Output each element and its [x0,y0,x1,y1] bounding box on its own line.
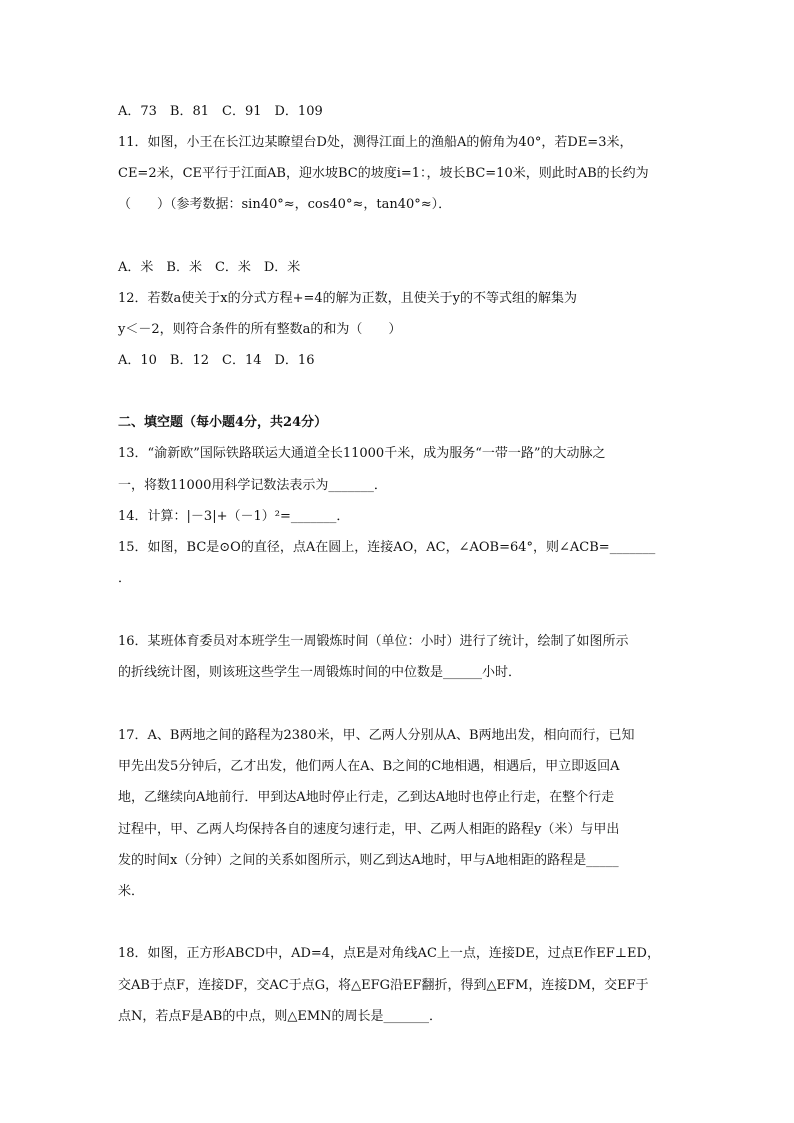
question-12-line-1: 12．若数a使关于x的分式方程+=4的解为正数，且使关于y的不等式组的解集为 [118,291,578,306]
question-13-line-2: 一，将数11000用科学记数法表示为_______． [118,478,387,493]
question-11-line-1: 11．如图，小王在长江边某瞭望台D处，测得江面上的渔船A的俯角为40°，若DE=3米， [118,135,633,150]
question-17-line-3: 地，乙继续向A地前行．甲到达A地时停止行走，乙到达A地时也停止行走，在整个行走 [118,790,615,805]
question-17-line-6: 米． [118,884,145,899]
question-15-line-2: ． [118,571,132,586]
question-12-line-2: y＜－2，则符合条件的所有整数a的和为（ ） [118,322,402,337]
answer-options-q10: A．73 B．81 C．91 D．109 [118,104,323,119]
question-16-line-1: 16．某班体育委员对本班学生一周锻炼时间（单位：小时）进行了统计，绘制了如图所示 [118,634,629,649]
question-17-line-1: 17．A、B两地之间的路程为2380米，甲、乙两人分别从A、B两地出发，相向而行，已知 [118,728,635,743]
question-18-line-1: 18．如图，正方形ABCD中，AD=4，点E是对角线AC上一点，连接DE，过点E作EF⊥ED， [118,946,660,961]
question-11-line-2: CE=2米，CE平行于江面AB，迎水坡BC的坡度i=1：，坡长BC=10米，则此时AB的长约为 [118,166,649,181]
question-13-line-1: 13．“渝新欧”国际铁路联运大通道全长11000千米，成为服务“一带一路”的大动脉之 [118,446,606,461]
question-14: 14．计算：|－3|+（－1）²=_______． [118,509,350,524]
question-17-line-4: 过程中，甲、乙两人均保持各自的速度匀速行走，甲、乙两人相距的路程y（米）与甲出 [118,822,620,837]
answer-options-q12: A．10 B．12 C．14 D．16 [118,353,315,368]
question-11-line-3: （ ）（参考数据：sin40°≈，cos40°≈，tan40°≈）． [118,197,452,212]
question-18-line-2: 交AB于点F，连接DF，交AC于点G，将△EFG沿EF翻折，得到△EFM，连接DM，交EF于 [118,978,649,993]
answer-options-q11: A．米 B．米 C．米 D．米 [118,260,301,275]
question-16-line-2: 的折线统计图，则该班这些学生一周锻炼时间的中位数是______小时． [118,665,522,680]
question-17-line-5: 发的时间x（分钟）之间的关系如图所示，则乙到达A地时，甲与A地相距的路程是_____ [118,853,619,868]
question-15-line-1: 15．如图，BC是⊙O的直径，点A在圆上，连接AO，AC，∠AOB=64°，则∠ACB=_______ [118,540,656,555]
question-18-line-3: 点N，若点F是AB的中点，则△EMN的周长是_______． [118,1009,443,1024]
question-17-line-2: 甲先出发5分钟后，乙才出发，他们两人在A、B之间的C地相遇，相遇后，甲立即返回A [118,759,620,774]
section-heading: 二、填空题（每小题4分，共24分） [118,415,328,430]
